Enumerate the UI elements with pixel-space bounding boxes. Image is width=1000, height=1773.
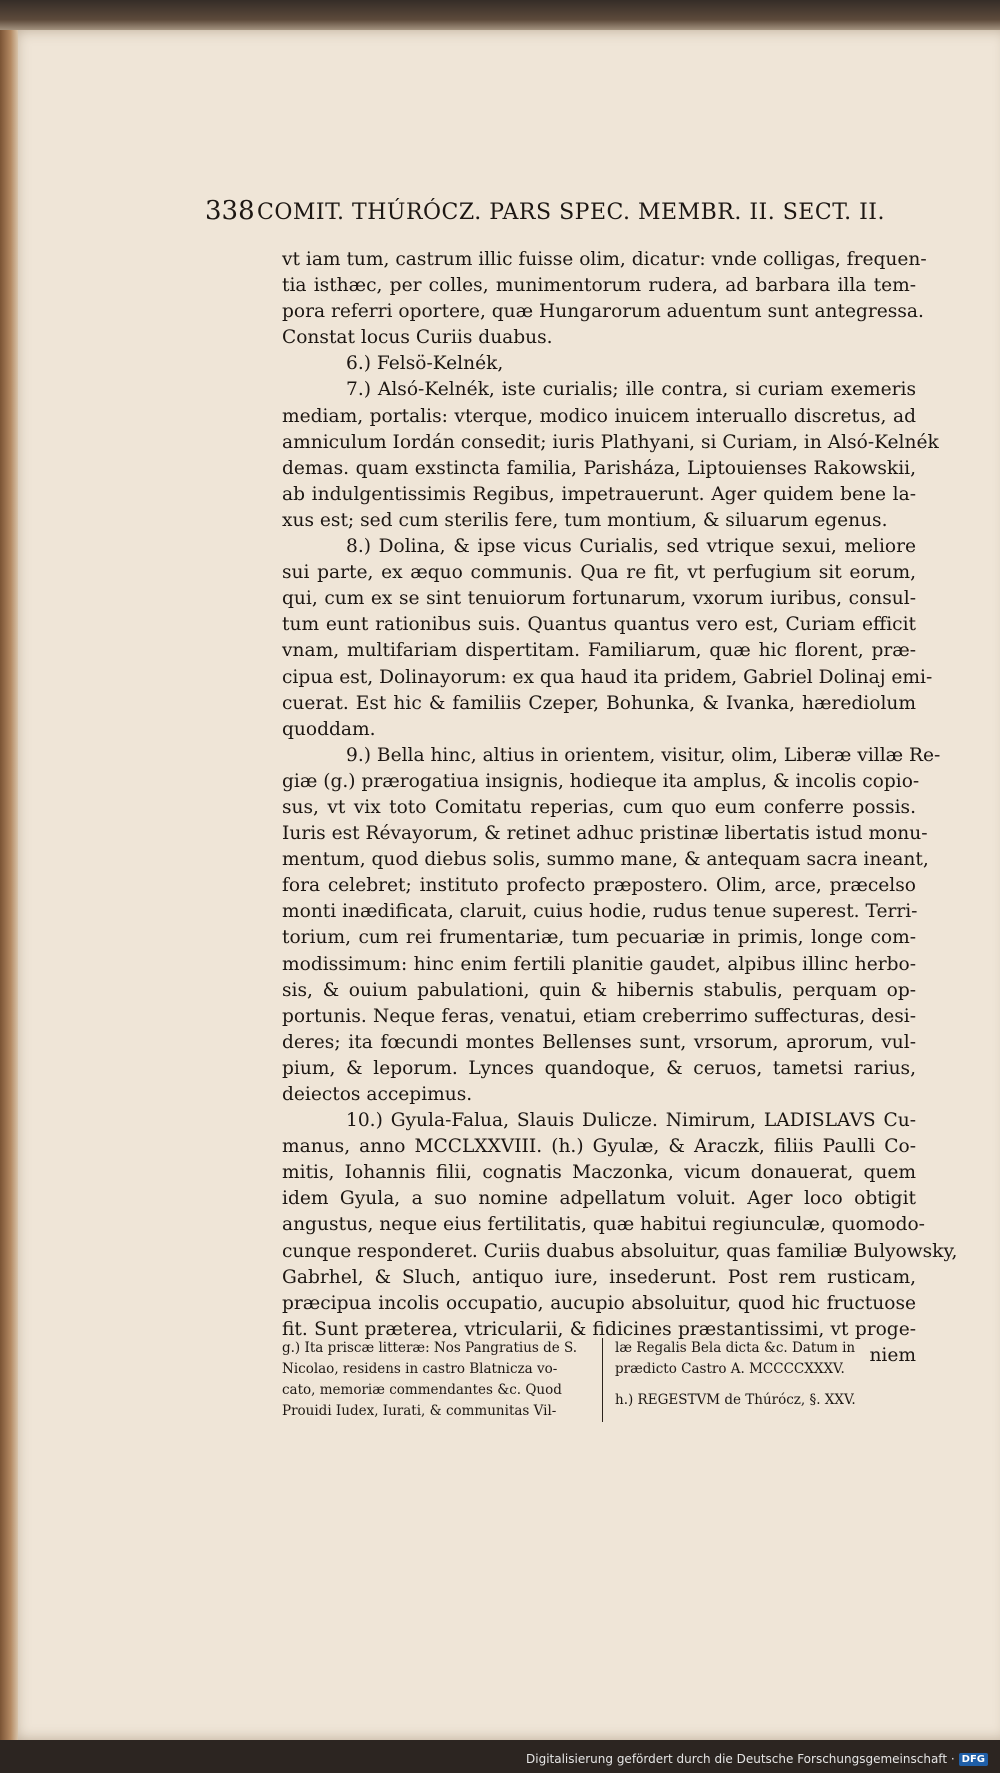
text-line: xus est; sed cum sterilis fere, tum montium, & siluarum egenus. bbox=[282, 509, 888, 531]
text-line: manus, anno MCCLXXVIII. (h.) Gyulæ, & Araczk, filiis Paulli Co- bbox=[282, 1136, 916, 1158]
footnotes bbox=[282, 1338, 916, 1422]
text-line: fora celebret; instituto profecto præpostero. Olim, arce, præcelso bbox=[282, 875, 916, 897]
page-number: 338 bbox=[205, 196, 255, 226]
footnote-column-left bbox=[282, 1338, 603, 1422]
page-gutter-shadow bbox=[0, 30, 18, 1740]
footnote-line: cato, memoriæ commendantes &c. Quod bbox=[282, 1382, 562, 1398]
text-line: mitis, Iohannis filii, cognatis Maczonka, vicum donauerat, quem bbox=[282, 1162, 916, 1184]
footnote-line: prædicto Castro A. MCCCCXXXV. bbox=[615, 1361, 845, 1377]
digitization-credit bbox=[526, 1752, 988, 1766]
text-line: 10.) Gyula-Falua, Slauis Dulicze. Nimirum, LADISLAVS Cu- bbox=[346, 1110, 916, 1132]
text-line: Iuris est Révayorum, & retinet adhuc pristinæ libertatis istud monu- bbox=[282, 823, 928, 845]
text-line: monti inædificata, claruit, cuius hodie, rudus tenue superest. Terri- bbox=[282, 901, 918, 923]
text-line: pium, & leporum. Lynces quandoque, & ceruos, tametsi rarius, bbox=[282, 1057, 916, 1079]
text-line: quoddam. bbox=[282, 718, 376, 740]
footnote-line: læ Regalis Bela dicta &c. Datum in bbox=[615, 1340, 856, 1356]
footer-band bbox=[0, 1740, 1000, 1773]
text-line: giæ (g.) prærogatiua insignis, hodieque ita amplus, & incolis copio- bbox=[282, 770, 920, 792]
catchword: niem bbox=[869, 1344, 916, 1366]
text-line: 7.) Alsó-Kelnék, iste curialis; ille contra, si curiam exemeris bbox=[346, 379, 916, 401]
footnote-line: Prouidi Iudex, Iurati, & communitas Vil- bbox=[282, 1403, 557, 1419]
text-line: pora referri oportere, quæ Hungarorum aduentum sunt antegressa. bbox=[282, 301, 924, 323]
text-line: Constat locus Curiis duabus. bbox=[282, 327, 553, 349]
text-line: cuerat. Est hic & familiis Czeper, Bohunka, & Ivanka, hærediolum bbox=[282, 692, 916, 714]
text-line: idem Gyula, a suo nomine adpellatum voluit. Ager loco obtigit bbox=[282, 1188, 916, 1210]
credit-text: Digitalisierung gefördert durch die Deutsche Forschungsgemeinschaft · bbox=[526, 1752, 955, 1766]
text-line: vnam, multifariam dispertitam. Familiarum, quæ hic florent, præ- bbox=[282, 640, 916, 662]
text-line: deres; ita fœcundi montes Bellenses sunt, vrsorum, aprorum, vul- bbox=[282, 1031, 916, 1053]
text-line: deiectos accepimus. bbox=[282, 1084, 473, 1105]
text-line: sui parte, ex æquo communis. Qua re fit, vt perfugium sit eorum, bbox=[282, 562, 916, 584]
text-line: portunis. Neque feras, venatui, etiam creberrimo suffecturas, desi- bbox=[282, 1005, 916, 1027]
text-line: mentum, quod diebus solis, summo mane, & antequam sacra ineant, bbox=[282, 849, 929, 871]
body-text bbox=[282, 247, 958, 1369]
text-line: cipua est, Dolinayorum: ex qua haud ita pridem, Gabriel Dolinaj emi- bbox=[282, 666, 933, 688]
text-line: vt iam tum, castrum illic fuisse olim, dicatur: vnde colligas, frequen- bbox=[282, 249, 927, 270]
text-line: ab indulgentissimis Regibus, impetrauerunt. Ager quidem bene la- bbox=[282, 483, 916, 505]
footnote-line: h.) REGESTVM de Thúrócz, §. XXV. bbox=[615, 1392, 856, 1408]
text-line: 8.) Dolina, & ipse vicus Curialis, sed vtrique sexui, meliore bbox=[346, 536, 916, 558]
text-line: amniculum Iordán consedit; iuris Plathyani, si Curiam, in Alsó-Kelnék bbox=[282, 431, 939, 453]
text-line: modissimum: hinc enim fertili planitie gaudet, alpibus illinc herbo- bbox=[282, 953, 916, 975]
text-line: cunque responderet. Curiis duabus absoluitur, quas familiæ Bulyowsky, bbox=[282, 1240, 958, 1262]
text-line: 9.) Bella hinc, altius in orientem, visitur, olim, Liberæ villæ Re- bbox=[346, 744, 941, 766]
footnote-line: g.) Ita priscæ litteræ: Nos Pangratius de S. bbox=[282, 1340, 578, 1356]
running-head: COMIT. THÚRÓCZ. PARS SPEC. MEMBR. II. SECT. II. bbox=[257, 200, 885, 225]
text-line: demas. quam exstincta familia, Parisháza, Liptouienses Rakowskii, bbox=[282, 457, 916, 479]
text-line: tia isthæc, per colles, munimentorum rudera, ad barbara illa tem- bbox=[282, 275, 916, 297]
footnote-column-right bbox=[603, 1338, 915, 1422]
text-line: qui, cum ex se sint tenuiorum fortunarum, vxorum iuribus, consul- bbox=[282, 588, 916, 610]
dfg-logo-icon: DFG bbox=[959, 1753, 988, 1766]
text-line: præcipua incolis occupatio, aucupio absoluitur, quod hic fructuose bbox=[282, 1292, 916, 1314]
text-line: Gabrhel, & Sluch, antiquo iure, insederunt. Post rem rusticam, bbox=[282, 1266, 916, 1288]
text-line: sis, & ouium pabulationi, quin & hibernis stabulis, perquam op- bbox=[282, 979, 916, 1001]
text-line: angustus, neque eius fertilitatis, quæ habitui regiunculæ, quomodo- bbox=[282, 1214, 925, 1236]
text-line: sus, vt vix toto Comitatu reperias, cum quo eum conferre possis. bbox=[282, 796, 916, 818]
text-line: fit. Sunt præterea, vtricularii, & fidicines præstantissimi, vt proge- bbox=[282, 1318, 916, 1340]
text-line: tum eunt rationibus suis. Quantus quantus vero est, Curiam efficit bbox=[282, 614, 916, 636]
text-line: 6.) Felsö-Kelnék, bbox=[346, 353, 504, 375]
text-line: mediam, portalis: vterque, modico inuicem interuallo discretus, ad bbox=[282, 405, 916, 427]
page-header bbox=[205, 196, 885, 226]
footnote-line: Nicolao, residens in castro Blatnicza vo- bbox=[282, 1361, 558, 1377]
text-line: torium, cum rei frumentariæ, tum pecuariæ in primis, longe com- bbox=[282, 927, 916, 949]
